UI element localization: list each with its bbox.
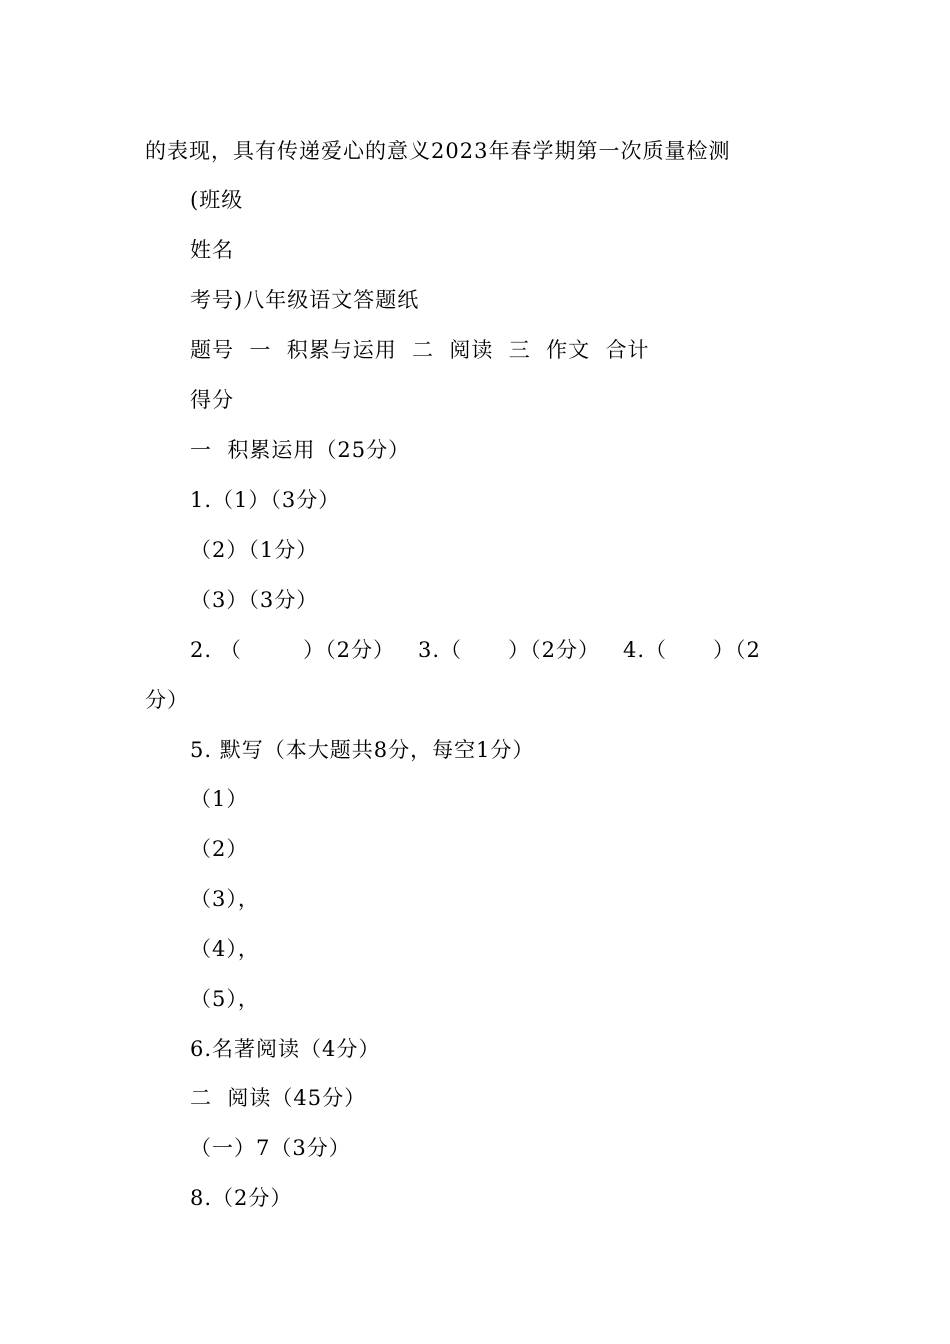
questions-2-3-4: 2. （ ）（2分） 3.（ ）（2分） 4.（ ）（2 [190, 638, 761, 662]
score-table-header: 题号 一 积累与运用 二 阅读 三 作文 合计 [190, 338, 650, 362]
questions-2-3-4-continued: 分） [145, 688, 189, 712]
question-1-2: （2）（1分） [190, 538, 319, 562]
question-5-item-3: （3）， [190, 887, 260, 911]
intro-text-line: 的表现，具有传递爱心的意义2023年春学期第一次质量检测 [145, 139, 731, 163]
question-5-item-2: （2） [190, 837, 249, 861]
question-1-3: （3）（3分） [190, 588, 319, 612]
question-1-1: 1.（1）（3分） [190, 488, 341, 512]
question-5-item-5: （5）， [190, 987, 260, 1011]
question-7: （一）7（3分） [190, 1136, 351, 1160]
name-field-label: 姓名 [190, 238, 234, 262]
score-row-label: 得分 [190, 388, 234, 412]
section-2-heading: 二 阅读（45分） [190, 1086, 367, 1110]
question-5-item-4: （4）， [190, 937, 260, 961]
question-6-heading: 6.名著阅读（4分） [190, 1037, 381, 1061]
question-8: 8.（2分） [190, 1186, 293, 1210]
exam-number-title: 考号)八年级语文答题纸 [190, 288, 420, 312]
class-field-label: (班级 [190, 188, 244, 212]
question-5-heading: 5. 默写（本大题共8分，每空1分） [190, 738, 535, 762]
question-5-item-1: （1） [190, 787, 249, 811]
section-1-heading: 一 积累运用（25分） [190, 438, 411, 462]
